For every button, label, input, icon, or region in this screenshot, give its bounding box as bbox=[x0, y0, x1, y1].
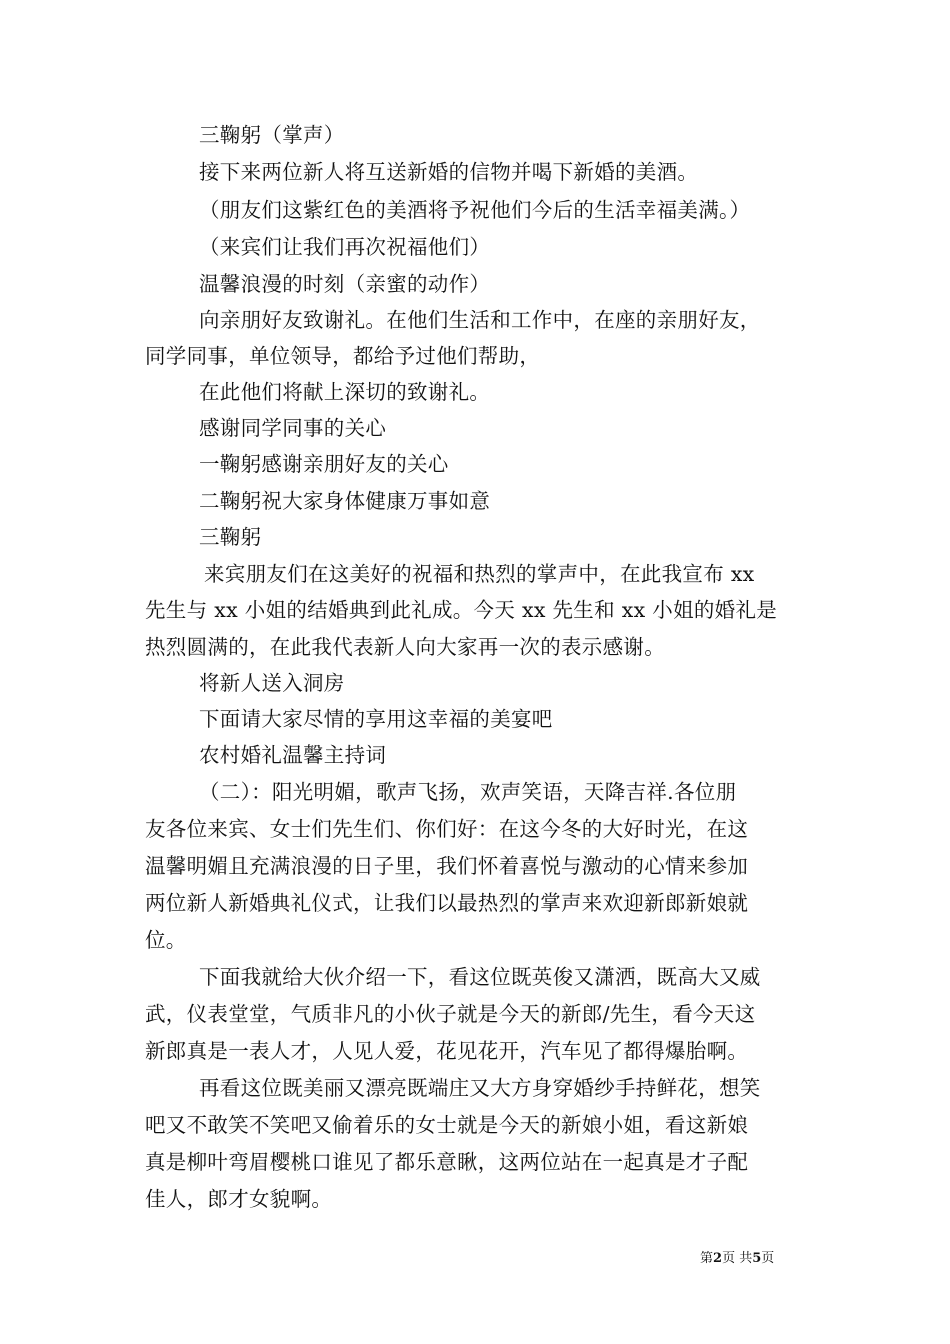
text-line: 新郎真是一表人才，人见人爱，花见花开，汽车见了都得爆胎啊。 bbox=[145, 1039, 749, 1063]
text-line: 真是柳叶弯眉樱桃口谁见了都乐意瞅，这两位站在一起真是才子配 bbox=[145, 1150, 749, 1174]
text-line: 温馨浪漫的时刻（亲蜜的动作） bbox=[199, 272, 491, 296]
text-line: 佳人，郎才女貌啊。 bbox=[145, 1187, 333, 1211]
text-line: 两位新人新婚典礼仪式，让我们以最热烈的掌声来欢迎新郎新娘就 bbox=[145, 891, 749, 915]
text-line: 接下来两位新人将互送新婚的信物并喝下新婚的美酒。 bbox=[199, 160, 699, 184]
text-line: 下面请大家尽情的享用这幸福的美宴吧 bbox=[199, 707, 553, 731]
text-line: 热烈圆满的，在此我代表新人向大家再一次的表示感谢。 bbox=[145, 635, 665, 659]
text-line: 武，仪表堂堂，气质非凡的小伙子就是今天的新郎/先生，看今天这 bbox=[145, 1002, 756, 1026]
current-page-number: 2 bbox=[713, 1251, 723, 1266]
text-line: （来宾们让我们再次祝福他们） bbox=[199, 235, 491, 259]
total-page-number: 5 bbox=[752, 1251, 762, 1266]
text-line: （二）：阳光明媚，歌声飞扬，欢声笑语，天降吉祥.各位朋 bbox=[199, 780, 737, 804]
footer-prefix: 第 bbox=[700, 1251, 714, 1266]
text-line: 位。 bbox=[145, 928, 187, 952]
text-line: 温馨明媚且充满浪漫的日子里，我们怀着喜悦与激动的心情来参加 bbox=[145, 854, 749, 878]
text-line: 友各位来宾、女士们先生们、你们好：在这今冬的大好时光，在这 bbox=[145, 817, 749, 841]
page-number-footer bbox=[700, 1250, 840, 1268]
text-line: 同学同事，单位领导，都给予过他们帮助， bbox=[145, 344, 541, 368]
text-line: 感谢同学同事的关心 bbox=[199, 416, 387, 440]
footer-middle: 页 共 bbox=[722, 1251, 753, 1266]
text-line: 先生与 xx 小姐的结婚典到此礼成。今天 xx 先生和 xx 小姐的婚礼是 bbox=[145, 598, 778, 622]
text-line: 吧又不敢笑不笑吧又偷着乐的女士就是今天的新娘小姐，看这新娘 bbox=[145, 1113, 749, 1137]
text-line: 将新人送入洞房 bbox=[199, 671, 345, 695]
text-line: （朋友们这紫红色的美酒将予祝他们今后的生活幸福美满。） bbox=[199, 198, 751, 222]
text-line: 三鞠躬（掌声） bbox=[199, 123, 345, 147]
text-line: 再看这位既美丽又漂亮既端庄又大方身穿婚纱手持鲜花，想笑 bbox=[199, 1076, 761, 1100]
text-line: 下面我就给大伙介绍一下，看这位既英俊又潇洒，既高大又威 bbox=[199, 965, 761, 989]
text-line: 农村婚礼温馨主持词 bbox=[199, 743, 387, 767]
footer-suffix: 页 bbox=[761, 1251, 775, 1266]
text-line: 向亲朋好友致谢礼。在他们生活和工作中，在座的亲朋好友， bbox=[199, 308, 761, 332]
text-line: 在此他们将献上深切的致谢礼。 bbox=[199, 380, 491, 404]
text-line: 二鞠躬祝大家身体健康万事如意 bbox=[199, 489, 491, 513]
text-line: 来宾朋友们在这美好的祝福和热烈的掌声中，在此我宣布 xx bbox=[204, 562, 755, 586]
text-line: 一鞠躬感谢亲朋好友的关心 bbox=[199, 452, 449, 476]
text-line: 三鞠躬 bbox=[199, 525, 262, 549]
